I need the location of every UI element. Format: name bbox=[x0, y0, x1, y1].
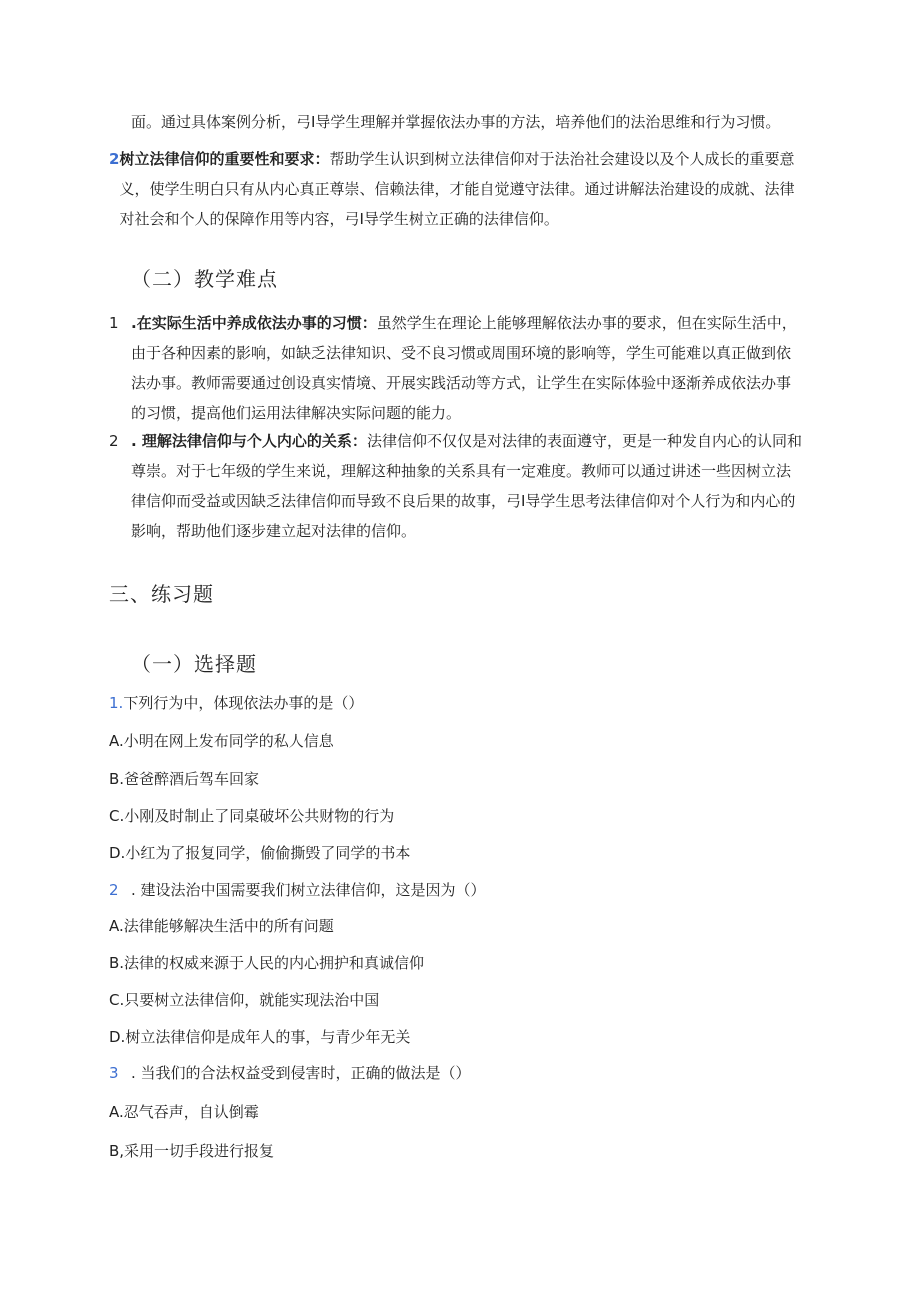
question-3-option-b: B,采用一切手段进行报复 bbox=[109, 1142, 275, 1160]
question-1-number: 1. bbox=[109, 694, 124, 712]
choice-heading: （一）选择题 bbox=[131, 652, 257, 676]
focus-item-2-title: 树立法律信仰的重要性和要求： bbox=[119, 150, 330, 168]
difficulty-2-title: . 理解法律信仰与个人内心的关系： bbox=[131, 432, 367, 450]
question-3-number: 3 bbox=[109, 1064, 119, 1082]
difficulty-2-number: 2 bbox=[109, 432, 119, 450]
question-3-option-a: A.忍气吞声，自认倒霉 bbox=[109, 1103, 259, 1121]
question-2 bbox=[109, 879, 486, 900]
difficulty-item-2 bbox=[109, 426, 805, 546]
difficulty-1-text: 虽然学生在理论上能够理解依法办事的要求，但在实际生活中，由于各种因素的影响，如缺乏法律知识、受不良习惯或周围环境的影响等，学生可能难以真正做到依法办事。教师需要通过创设真实情境、开展实践活动等方式，让学生在实际体验中逐渐养成依法办事的习惯，提高他们运用法律解决实际问题的能力。 bbox=[131, 314, 797, 422]
question-1-option-c: C.小刚及时制止了同桌破坏公共财物的行为 bbox=[109, 807, 395, 825]
question-2-option-b: B.法律的权威来源于人民的内心拥护和真诚信仰 bbox=[109, 954, 425, 972]
difficulties-heading: （二）教学难点 bbox=[131, 267, 278, 291]
question-1-option-d: D.小红为了报复同学，偷偷撕毁了同学的书本 bbox=[109, 844, 411, 862]
difficulty-1-number: 1 bbox=[109, 314, 119, 332]
difficulty-2-body bbox=[131, 426, 805, 546]
difficulty-1-body bbox=[131, 308, 805, 428]
question-1-option-b: B.爸爸醉酒后驾车回家 bbox=[109, 770, 260, 788]
question-1-option-a: A.小明在网上发布同学的私人信息 bbox=[109, 732, 334, 750]
exercises-heading: 三、练习题 bbox=[109, 582, 214, 606]
question-1-text: 下列行为中，体现依法办事的是（） bbox=[123, 694, 364, 712]
question-2-text: . 建设法治中国需要我们树立法律信仰，这是因为（） bbox=[131, 881, 486, 899]
question-2-option-d: D.树立法律信仰是成年人的事，与青少年无关 bbox=[109, 1028, 411, 1046]
question-3 bbox=[109, 1062, 471, 1083]
focus-item-2-number: 2 bbox=[109, 150, 120, 168]
difficulty-1-title: .在实际生活中养成依法办事的习惯： bbox=[131, 314, 377, 332]
intro-line: 面。通过具体案例分析，弓I导学生理解并掌握依法办事的方法，培养他们的法治思维和行为习惯。 bbox=[131, 113, 781, 131]
question-3-text: . 当我们的合法权益受到侵害时，正确的做法是（） bbox=[131, 1064, 471, 1082]
question-1 bbox=[109, 692, 363, 713]
focus-item-2-text: 帮助学生认识到树立法律信仰对于法治社会建设以及个人成长的重要意义，使学生明白只有从内心真正尊崇、信赖法律，才能自觉遵守法律。通过讲解法治建设的成就、法律对社会和个人的保障作用等内容，弓I导学生树立正确的法律信仰。 bbox=[119, 150, 795, 228]
question-2-option-a: A.法律能够解决生活中的所有问题 bbox=[109, 917, 334, 935]
question-2-number: 2 bbox=[109, 881, 119, 899]
difficulty-2-text: 法律信仰不仅仅是对法律的表面遵守，更是一种发自内心的认同和尊崇。对于七年级的学生来说，理解这种抽象的关系具有一定难度。教师可以通过讲述一些因树立法律信仰而受益或因缺乏法律信仰而导致不良后果的故事，弓I导学生思考法律信仰对个人行为和内心的影响，帮助他们逐步建立起对法律的信仰。 bbox=[131, 432, 802, 540]
focus-item-2-body bbox=[119, 144, 805, 234]
question-2-option-c: C.只要树立法律信仰，就能实现法治中国 bbox=[109, 991, 380, 1009]
difficulty-item-1 bbox=[109, 308, 805, 428]
focus-item-2 bbox=[109, 144, 805, 234]
